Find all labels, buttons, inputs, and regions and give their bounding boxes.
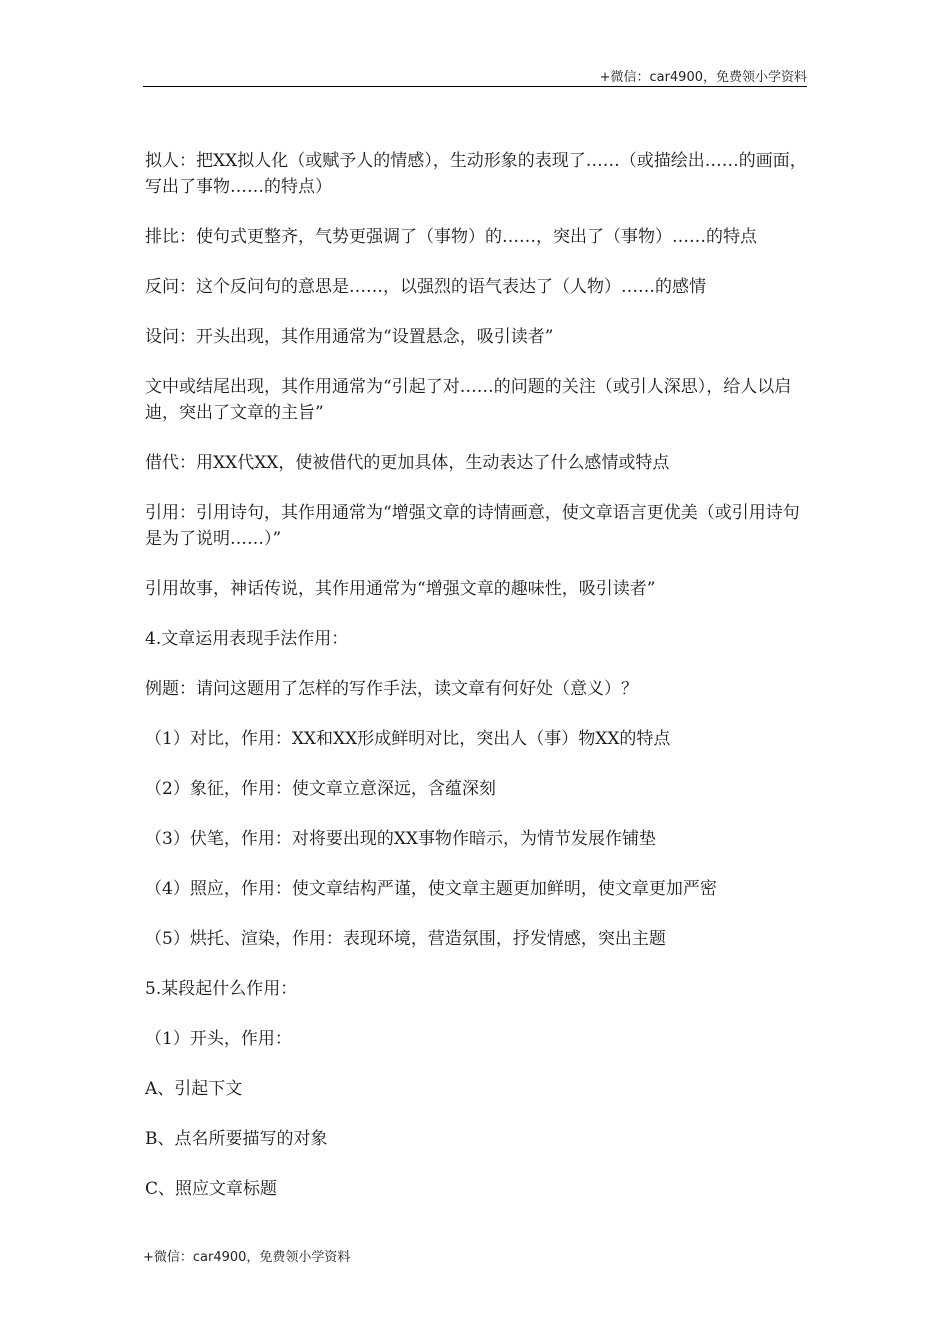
- section-heading-5: 5.某段起什么作用：: [145, 979, 298, 999]
- list-item-opening: （1）开头，作用：: [145, 1029, 292, 1049]
- list-item-setting-off: （5）烘托、渲染，作用：表现环境，营造氛围，抒发情感，突出主题: [145, 929, 666, 949]
- list-item-contrast: （1）对比，作用：XX和XX形成鲜明对比，突出人（事）物XX的特点: [145, 729, 671, 749]
- list-item-foreshadowing: （3）伏笔，作用：对将要出现的XX事物作暗示，为情节发展作铺垫: [145, 829, 657, 849]
- list-item-c: C、照应文章标题: [145, 1179, 278, 1199]
- paragraph-quote-poetry: 引用：引用诗句，其作用通常为“增强文章的诗情画意，使文章语言更优美（或引用诗句是为了说明……）”: [145, 503, 800, 549]
- list-item-b: B、点名所要描写的对象: [145, 1129, 328, 1149]
- list-item-symbolism: （2）象征，作用：使文章立意深远，含蕴深刻: [145, 779, 496, 799]
- header-rule: [143, 86, 807, 87]
- paragraph-quote-stories: 引用故事，神话传说，其作用通常为“增强文章的趣味性，吸引读者”: [145, 579, 656, 599]
- paragraph-question-answer-ending: 文中或结尾出现，其作用通常为“引起了对……的问题的关注（或引人深思），给人以启迪，突出了文章的主旨”: [145, 377, 792, 423]
- paragraph-parallelism: 排比：使句式更整齐，气势更强调了（事物）的……，突出了（事物）……的特点: [145, 227, 757, 247]
- list-item-echo: （4）照应，作用：使文章结构严谨，使文章主题更加鲜明，使文章更加严密: [145, 879, 717, 899]
- paragraph-metonymy: 借代：用XX代XX，使被借代的更加具体，生动表达了什么感情或特点: [145, 453, 670, 473]
- paragraph-personification: 拟人：把XX拟人化（或赋予人的情感），生动形象的表现了……（或描绘出……的画面，写出了事物……的特点）: [145, 151, 807, 197]
- list-item-a: A、引起下文: [145, 1079, 243, 1099]
- page-footer-text: +微信：car4900，免费领小学资料: [143, 1250, 351, 1265]
- document-body: [145, 148, 809, 1226]
- section-heading-4: 4.文章运用表现手法作用：: [145, 629, 349, 649]
- paragraph-example-question: 例题：请问这题用了怎样的写作手法，读文章有何好处（意义）？: [145, 679, 638, 699]
- paragraph-question-answer-opening: 设问：开头出现，其作用通常为“设置悬念，吸引读者”: [145, 327, 554, 347]
- paragraph-rhetorical-question: 反问：这个反问句的意思是……，以强烈的语气表达了（人物）……的感情: [145, 277, 706, 297]
- page-header-text: +微信：car4900，免费领小学资料: [599, 70, 807, 85]
